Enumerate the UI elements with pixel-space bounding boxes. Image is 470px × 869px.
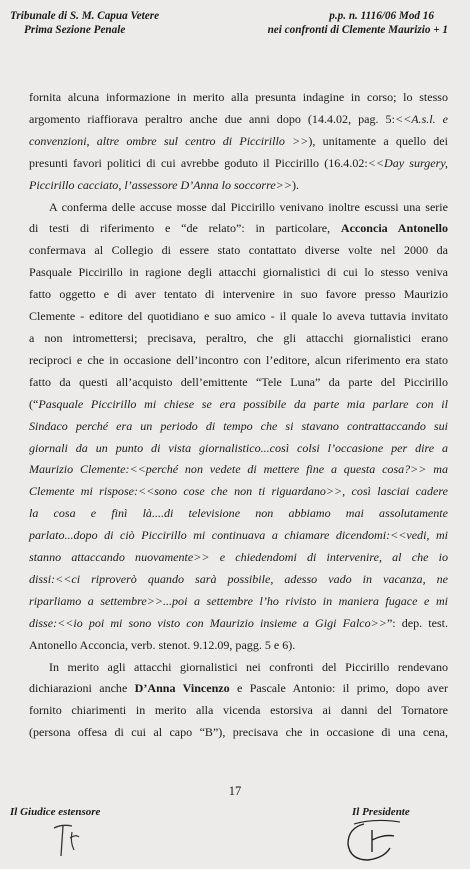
text-line: reciproci e che in occasione dell’incontro con l’editore, alcun riferimento era stato: [29, 352, 448, 367]
paragraph-2: [29, 197, 448, 657]
text-line: dissi:<<ci riproverò quando sarà possibile, adesso vado in vacanza, ne: [29, 571, 448, 586]
text-line: A conferma delle accuse mosse dal Piccirillo venivano inoltre escussi una serie: [49, 199, 448, 214]
case-parties: nei confronti di Clemente Maurizio + 1: [267, 23, 448, 36]
text-line: a non intromettersi; precisava, peraltro, che gli attacchi giornalistici erano: [29, 330, 448, 345]
text-line: fornito chiarimenti in merito alla vicenda estorsiva ai danni del Tornatore: [29, 703, 448, 718]
text-line: (persona offesa di cui al capo “B”), precisava che in occasione di una cena,: [29, 725, 448, 740]
court-name: Tribunale di S. M. Capua Vetere: [10, 10, 160, 22]
court-section: Prima Sezione Penale: [24, 23, 126, 36]
text-line: Piccirillo cacciato, l’assessore D’Anna lo soccorre>>).: [29, 177, 299, 192]
text-line: fatto oggetto e di aver tentato di intervenire in suo favore presso Maurizio: [29, 287, 448, 302]
text-line: Pasquale Piccirillo in ragione degli attacchi giornalistici di cui lo stesso veniva: [29, 265, 448, 280]
text-line: di testi di riferimento e “de relato”: in particolare, Acconcia Antonello: [29, 221, 448, 236]
text-line: Antonello Acconcia, verb. stenot. 9.12.09, pagg. 5 e 6).: [29, 637, 296, 652]
text-line: (“Pasquale Piccirillo mi chiese se era possibile da parte mia parlare con il: [29, 396, 448, 411]
text-line: riparliamo a settembre>>...poi a settembre l’ho rivisto in maniera fugace e mi: [29, 593, 448, 608]
text-line: dichiarazioni anche D’Anna Vincenzo e Pascale Antonio: il primo, dopo aver: [29, 681, 449, 696]
president-signature: [344, 818, 414, 866]
text-line: Clemente mi rispose:<<sono cose che non ti riguardano>>, così lasciai cadere: [29, 484, 448, 499]
text-line: la cosa e finì là....di televisione non abbiamo mai assolutamente: [29, 506, 448, 521]
text-line: convenzioni, altre ombre sul centro di Piccirillo >>), unitamente a quello dei: [29, 133, 448, 148]
page-number: 17: [228, 784, 242, 798]
text-line: disse:<<io poi mi sono visto con Maurizio insieme a Gigi Falco>>”: dep. test.: [29, 615, 448, 630]
header-left: [10, 10, 159, 37]
judge-label: Il Giudice estensore: [10, 806, 101, 818]
text-line: fatto da questi all’acquisto dell’emittente “Tele Luna” da parte del Piccirillo: [29, 374, 448, 389]
text-line: presunti favori politici di cui avrebbe goduto il Piccirillo (16.4.02:<<Day surgery,: [29, 155, 449, 170]
paragraph-1: [29, 87, 448, 197]
president-label: Il Presidente: [352, 806, 410, 818]
witness-name: D’Anna Vincenzo: [134, 681, 230, 696]
document-body: [29, 87, 448, 744]
header-right: [268, 10, 448, 37]
text-line: fornita alcuna informazione in merito alla presunta indagine in corso; lo stesso: [29, 90, 448, 104]
text-line: Clemente - editore del quotidiano e suo amico - il quale lo aveva tuttavia invitato: [29, 309, 448, 324]
text-line: Maurizio Clemente:<<perché non vedete di mettere fine a questa cosa?>> ma: [29, 462, 448, 477]
text-line: In merito agli attacchi giornalistici nei confronti del Piccirillo rendevano: [49, 659, 448, 674]
text-line: argomento riaffiorava peraltro anche due anni dopo (14.4.02, pag. 5:<<A.s.l. e: [29, 111, 449, 126]
paragraph-3: [29, 657, 448, 745]
witness-name: Acconcia Antonello: [340, 221, 448, 236]
judge-signature: [48, 818, 88, 862]
case-number: p.p. n. 1116/06 Mod 16: [329, 10, 434, 22]
text-line: Sindaco perché era un periodo di tempo che si stavano contrattaccando sui: [29, 418, 448, 433]
text-line: parlato...dopo di ciò Piccirillo mi continuava a chiamare dicendomi:<<vedi, mi: [29, 528, 448, 543]
text-line: confermava al Collegio di essere stato contattato diverse volte nel 2000 da: [29, 243, 448, 258]
text-line: stanno attaccando nuovamente>> e chiedendomi di intervenire, al che io: [29, 550, 448, 565]
text-line: giornali da un punto di vista giornalistico...così colsi l’occasione per dire a: [29, 440, 448, 455]
